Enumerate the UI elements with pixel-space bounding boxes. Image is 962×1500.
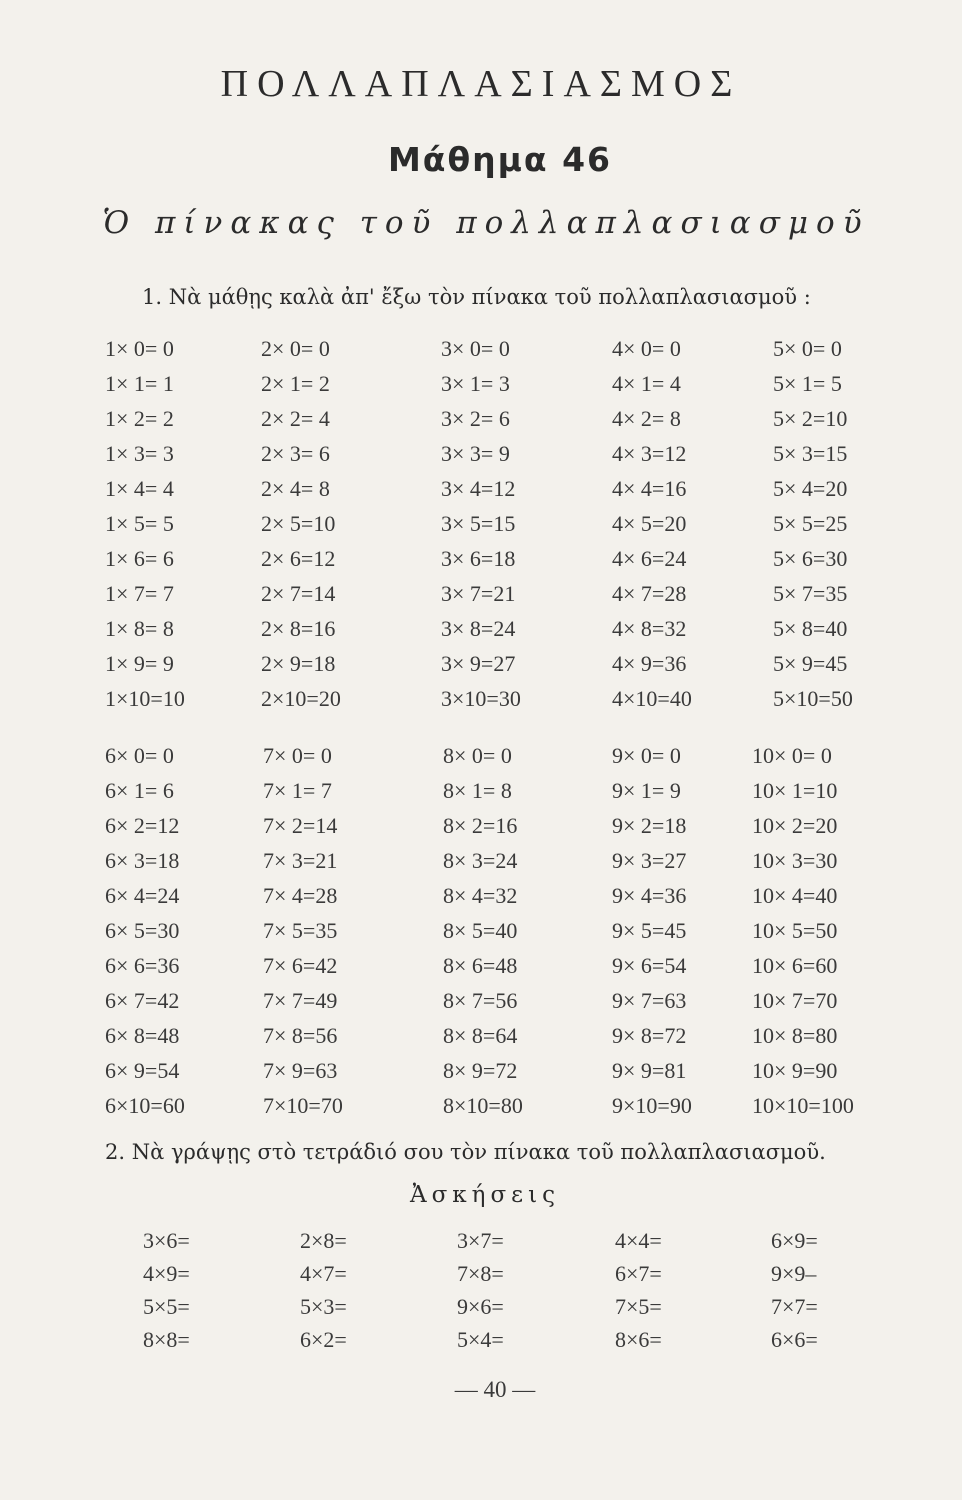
table-row: 8× 2=16 [443,813,518,838]
exercise-item: 4×4= [615,1228,662,1253]
table-row: 2× 8=16 [261,616,336,641]
table-row: 4× 9=36 [612,651,687,676]
exercise-item: 5×4= [457,1327,504,1352]
exercises-heading: Ἀσκήσεις [410,1182,560,1208]
exercise-item: 6×2= [300,1327,347,1352]
table-row: 8× 9=72 [443,1058,518,1083]
table-row: 6× 0= 0 [105,743,174,768]
table-row: 10× 1=10 [752,778,838,803]
table-row: 10× 3=30 [752,848,838,873]
table-row: 6× 9=54 [105,1058,180,1083]
exercises-grid [0,1228,962,1358]
exercise-item: 7×5= [615,1294,662,1319]
exercise-item: 8×8= [143,1327,190,1352]
table-row: 8× 0= 0 [443,743,512,768]
table-row: 6× 5=30 [105,918,180,943]
table-row: 2× 7=14 [261,581,336,606]
exercise-item: 4×9= [143,1261,190,1286]
multiplication-table-1-to-5 [0,336,962,716]
table-row: 3× 1= 3 [441,371,510,396]
page-number: — 40 — [454,1377,536,1402]
table-row: 1× 1= 1 [105,371,174,396]
table-row: 4× 5=20 [612,511,687,536]
exercise-item: 8×6= [615,1327,662,1352]
table-row: 4×10=40 [612,686,692,711]
table-row: 6× 4=24 [105,883,180,908]
table-row: 3× 6=18 [441,546,516,571]
table-row: 5× 1= 5 [773,371,842,396]
exercise-item: 6×6= [771,1327,818,1352]
table-row: 1× 8= 8 [105,616,174,641]
table-row: 5× 0= 0 [773,336,842,361]
table-row: 5× 4=20 [773,476,848,501]
table-row: 4× 7=28 [612,581,687,606]
table-row: 9× 1= 9 [612,778,681,803]
table-row: 2× 9=18 [261,651,336,676]
table-row: 10× 8=80 [752,1023,838,1048]
table-row: 8× 1= 8 [443,778,512,803]
table-row: 7× 4=28 [263,883,338,908]
table-row: 9× 5=45 [612,918,687,943]
table-row: 7×10=70 [263,1093,343,1118]
table-row: 8× 4=32 [443,883,518,908]
table-row: 9× 4=36 [612,883,687,908]
table-row: 8× 7=56 [443,988,518,1013]
table-row: 8× 6=48 [443,953,518,978]
table-row: 4× 1= 4 [612,371,681,396]
table-row: 1×10=10 [105,686,185,711]
table-row: 1× 3= 3 [105,441,174,466]
table-row: 2× 6=12 [261,546,336,571]
exercise-item: 4×7= [300,1261,347,1286]
table-row: 3× 4=12 [441,476,516,501]
table-row: 9× 9=81 [612,1058,687,1083]
exercise-item: 7×8= [457,1261,504,1286]
table-row: 4× 6=24 [612,546,687,571]
table-row: 3×10=30 [441,686,521,711]
instruction-learn-table: 1. Νὰ μάθῃς καλὰ ἀπ' ἔξω τὸν πίνακα τοῦ πολλαπλασιασμοῦ : [142,285,811,309]
table-row: 3× 7=21 [441,581,516,606]
table-row: 7× 5=35 [263,918,338,943]
table-row: 8× 5=40 [443,918,518,943]
table-row: 5× 9=45 [773,651,848,676]
table-row: 9× 6=54 [612,953,687,978]
table-row: 4× 2= 8 [612,406,681,431]
table-row: 5× 8=40 [773,616,848,641]
table-row: 9× 8=72 [612,1023,687,1048]
table-row: 6×10=60 [105,1093,185,1118]
table-row: 2× 1= 2 [261,371,330,396]
table-row: 2× 3= 6 [261,441,330,466]
exercise-item: 2×8= [300,1228,347,1253]
exercise-item: 6×9= [771,1228,818,1253]
table-row: 4× 0= 0 [612,336,681,361]
table-row: 7× 8=56 [263,1023,338,1048]
exercise-item: 3×7= [457,1228,504,1253]
table-row: 5× 6=30 [773,546,848,571]
exercise-item: 5×5= [143,1294,190,1319]
table-row: 4× 8=32 [612,616,687,641]
table-row: 6× 1= 6 [105,778,174,803]
table-row: 1× 0= 0 [105,336,174,361]
table-row: 7× 1= 7 [263,778,332,803]
table-row: 9× 2=18 [612,813,687,838]
table-row: 10× 0= 0 [752,743,832,768]
table-row: 10× 9=90 [752,1058,838,1083]
table-row: 5× 3=15 [773,441,848,466]
table-row: 9×10=90 [612,1093,692,1118]
chapter-title: ΠΟΛΛΑΠΛΑΣΙΑΣΜΟΣ [220,63,742,105]
table-row: 6× 6=36 [105,953,180,978]
table-row: 8× 3=24 [443,848,518,873]
table-row: 6× 3=18 [105,848,180,873]
table-row: 10×10=100 [752,1093,854,1118]
table-row: 2× 0= 0 [261,336,330,361]
exercise-item: 9×9– [771,1261,817,1286]
table-row: 2×10=20 [261,686,341,711]
table-row: 9× 3=27 [612,848,687,873]
table-row: 6× 7=42 [105,988,180,1013]
table-row: 1× 7= 7 [105,581,174,606]
exercise-item: 3×6= [143,1228,190,1253]
lesson-title: Μάθημα 46 [387,140,613,179]
exercise-item: 9×6= [457,1294,504,1319]
table-row: 1× 6= 6 [105,546,174,571]
multiplication-table-6-to-10 [0,743,962,1123]
table-row: 5× 7=35 [773,581,848,606]
table-row: 7× 0= 0 [263,743,332,768]
exercise-item: 6×7= [615,1261,662,1286]
table-row: 10× 5=50 [752,918,838,943]
table-row: 3× 3= 9 [441,441,510,466]
table-row: 7× 2=14 [263,813,338,838]
table-row: 3× 2= 6 [441,406,510,431]
table-row: 9× 7=63 [612,988,687,1013]
instruction-write-table: 2. Νὰ γράψῃς στὸ τετράδιό σου τὸν πίνακα τοῦ πολλαπλασιασμοῦ. [105,1140,826,1164]
exercise-item: 5×3= [300,1294,347,1319]
table-row: 2× 4= 8 [261,476,330,501]
table-row: 10× 2=20 [752,813,838,838]
table-row: 5× 5=25 [773,511,848,536]
table-row: 3× 9=27 [441,651,516,676]
table-row: 1× 5= 5 [105,511,174,536]
table-row: 7× 6=42 [263,953,338,978]
table-row: 1× 9= 9 [105,651,174,676]
table-row: 1× 2= 2 [105,406,174,431]
table-row: 1× 4= 4 [105,476,174,501]
lesson-subtitle: Ὁ πίνακας τοῦ πολλαπλασιασμοῦ [102,205,870,241]
table-row: 10× 6=60 [752,953,838,978]
exercise-item: 7×7= [771,1294,818,1319]
table-row: 4× 3=12 [612,441,687,466]
table-row: 3× 0= 0 [441,336,510,361]
table-row: 4× 4=16 [612,476,687,501]
table-row: 6× 8=48 [105,1023,180,1048]
table-row: 7× 3=21 [263,848,338,873]
table-row: 9× 0= 0 [612,743,681,768]
table-row: 6× 2=12 [105,813,180,838]
table-row: 2× 2= 4 [261,406,330,431]
table-row: 3× 5=15 [441,511,516,536]
table-row: 10× 7=70 [752,988,838,1013]
table-row: 10× 4=40 [752,883,838,908]
table-row: 7× 9=63 [263,1058,338,1083]
table-row: 5× 2=10 [773,406,848,431]
table-row: 7× 7=49 [263,988,338,1013]
table-row: 3× 8=24 [441,616,516,641]
table-row: 8×10=80 [443,1093,523,1118]
table-row: 8× 8=64 [443,1023,518,1048]
table-row: 5×10=50 [773,686,853,711]
table-row: 2× 5=10 [261,511,336,536]
